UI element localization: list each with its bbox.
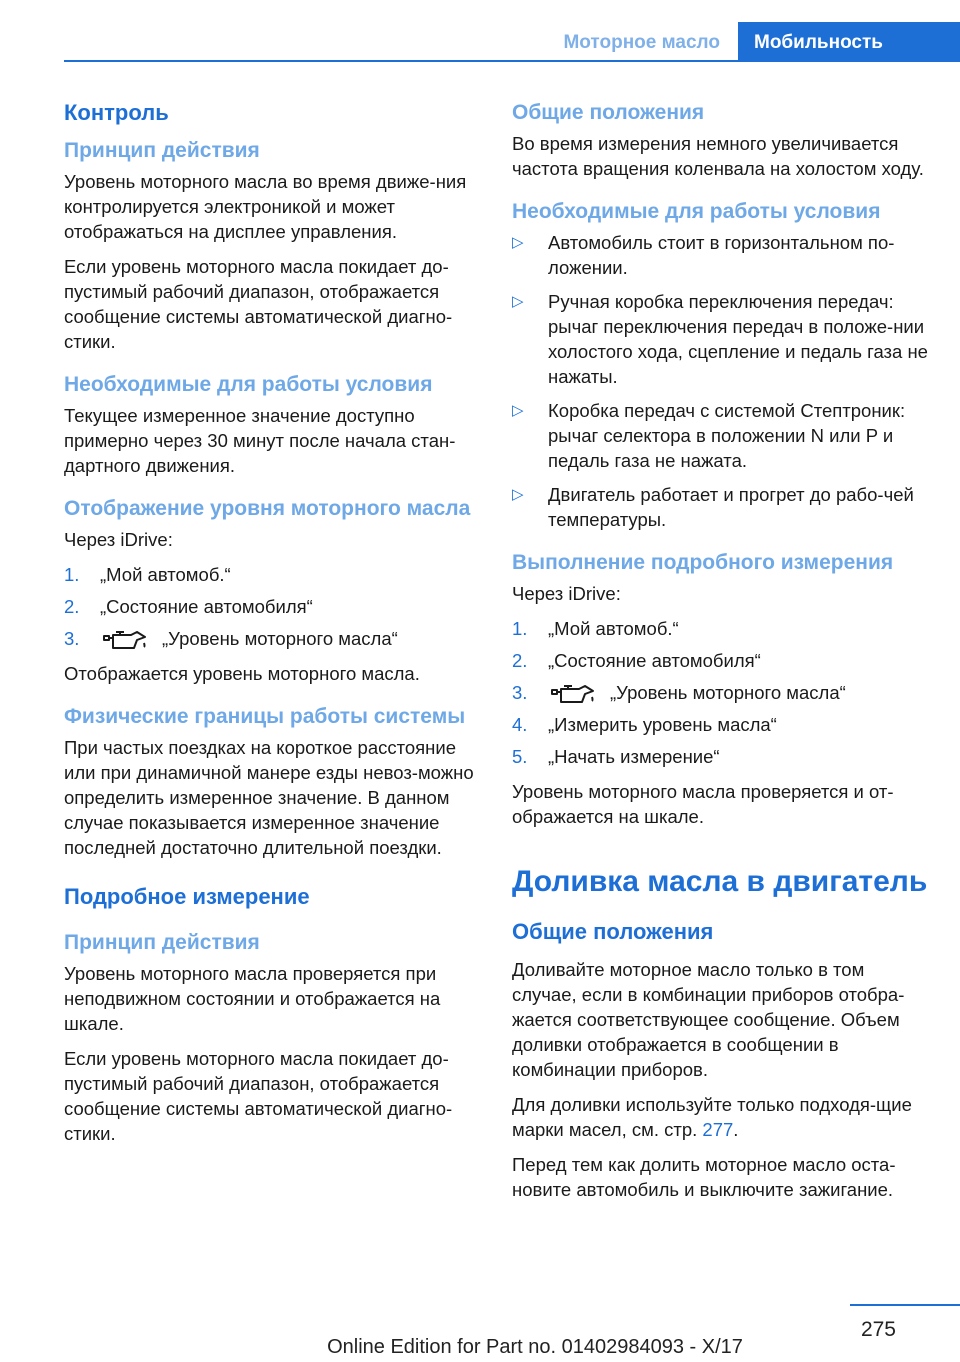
heading-principle-2: Принцип действия bbox=[64, 931, 260, 954]
list-item: 4. „Измерить уровень масла“ bbox=[512, 714, 777, 735]
text-topup-3: Перед тем как долить моторное масло оста-новите автомобиль и выключите зажигание. bbox=[512, 1154, 896, 1200]
text-via-idrive-right: Через iDrive: bbox=[512, 583, 621, 604]
text-topup-1: Доливайте моторное масло только в том случае, если в комбинации приборов отобра-жается соответствующее сообщение. Объем доливки отображается в сообщении в комбинации приборов. bbox=[512, 959, 905, 1080]
oil-can-icon bbox=[548, 683, 596, 705]
text-limits: При частых поездках на короткое расстояние или при динамичной манере езды невоз-можно определить измеренное значение. В данном случае показывается измеренное значение последней достаточно длительной поездки. bbox=[64, 737, 474, 858]
text-principle: Уровень моторного масла во время движе-ния контролируется электроникой и может отображаться на дисплее управления. bbox=[64, 171, 467, 242]
text-topup-2: Для доливки используйте только подходя-щие марки масел, см. стр. 277. bbox=[512, 1094, 912, 1140]
list-item: 1. „Мой автомоб.“ bbox=[512, 618, 679, 639]
heading-display-level: Отображение уровня моторного масла bbox=[64, 497, 471, 520]
text-via-idrive: Через iDrive: bbox=[64, 529, 173, 550]
text-principle-2: Уровень моторного масла проверяется при неподвижном состоянии и отображается на шкале. bbox=[64, 963, 441, 1034]
text-conditions: Текущее измеренное значение доступно примерно через 30 минут после начала стан-дартного движения. bbox=[64, 405, 456, 476]
heading-detailed: Подробное измерение bbox=[64, 884, 310, 909]
page-number: 275 bbox=[860, 1318, 896, 1341]
list-item: 2. „Состояние автомобиля“ bbox=[512, 650, 761, 671]
triangle-right-icon: ▷ bbox=[512, 402, 524, 419]
triangle-right-icon: ▷ bbox=[512, 486, 524, 503]
right-column bbox=[512, 100, 932, 1212]
heading-limits: Физические границы работы системы bbox=[64, 705, 466, 728]
heading-control: Контроль bbox=[64, 100, 169, 125]
page-number-rule bbox=[850, 1304, 960, 1306]
running-header bbox=[64, 22, 960, 62]
triangle-right-icon: ▷ bbox=[512, 234, 524, 251]
oil-can-icon bbox=[100, 629, 148, 651]
heading-conditions: Необходимые для работы условия bbox=[64, 373, 433, 396]
steps-list-right bbox=[512, 616, 932, 769]
text-general: Во время измерения немного увеличивается частота вращения коленвала на холостом ходу. bbox=[512, 133, 924, 179]
list-item: 1. „Мой автомоб.“ bbox=[64, 564, 231, 585]
left-column bbox=[64, 100, 484, 1156]
list-item: 5. „Начать измерение“ bbox=[512, 746, 720, 767]
list-item: ▷ Коробка передач с системой Стептроник: рычаг селектора в положении N или P и педаль газа не нажата. bbox=[512, 400, 906, 471]
list-item: 3. „Уровень моторного масла“ bbox=[512, 682, 846, 703]
heading-conditions-right: Необходимые для работы условия bbox=[512, 200, 881, 223]
page-link[interactable]: 277 bbox=[702, 1119, 734, 1140]
heading-topup: Доливка масла в двигатель bbox=[512, 865, 928, 898]
footer-edition: Online Edition for Part no. 01402984093 - X/17 bbox=[327, 1336, 743, 1358]
list-item: ▷ Двигатель работает и прогрет до рабо-чей температуры. bbox=[512, 484, 914, 530]
steps-list bbox=[64, 562, 484, 651]
conditions-list bbox=[512, 230, 932, 532]
text-leave-range-2: Если уровень моторного масла покидает до-пустимый рабочий диапазон, отображается сообщение системы автоматической диагно-стики. bbox=[64, 1048, 453, 1144]
heading-perform: Выполнение подробного измерения bbox=[512, 551, 894, 574]
heading-general: Общие положения bbox=[512, 101, 705, 124]
heading-principle: Принцип действия bbox=[64, 139, 260, 162]
list-item: ▷ Автомобиль стоит в горизонтальном по-ложении. bbox=[512, 232, 895, 278]
heading-general-2: Общие положения bbox=[512, 919, 714, 944]
list-item: ▷ Ручная коробка переключения передач: рычаг переключения передач в положе-нии холостого хода, сцепление и педаль газа не нажаты. bbox=[512, 291, 928, 387]
header-section: Моторное масло bbox=[563, 32, 720, 53]
list-item: 3. „Уровень моторного масла“ bbox=[64, 628, 398, 649]
triangle-right-icon: ▷ bbox=[512, 293, 524, 310]
text-leave-range: Если уровень моторного масла покидает до-пустимый рабочий диапазон, отображается сообщение системы автоматической диагно-стики. bbox=[64, 256, 453, 352]
text-level-shown: Отображается уровень моторного масла. bbox=[64, 663, 420, 684]
text-checked: Уровень моторного масла проверяется и от-ображается на шкале. bbox=[512, 781, 894, 827]
header-chapter: Мобильность bbox=[738, 22, 960, 62]
list-item: 2. „Состояние автомобиля“ bbox=[64, 596, 313, 617]
